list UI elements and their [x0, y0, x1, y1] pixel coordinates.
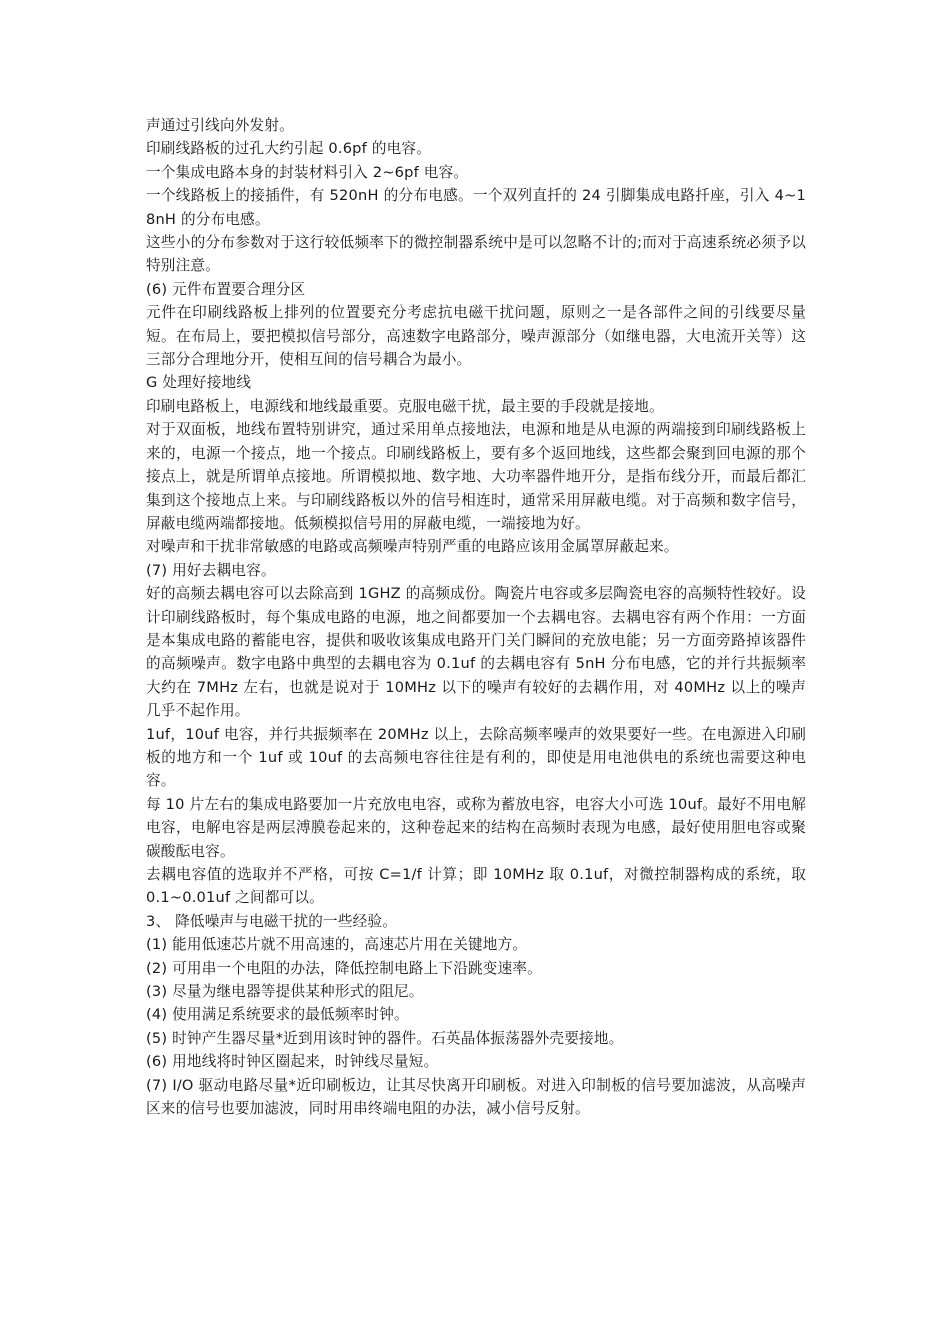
paragraph-2: 印刷线路板的过孔大约引起 0.6pf 的电容。	[146, 140, 431, 158]
paragraph-4: 一个线路板上的接插件，有 520nH 的分布电感。一个双列直扦的 24 引脚集成电路扦座，引入 4~18nH 的分布电感。	[146, 187, 806, 228]
section-heading-7: (7) 用好去耦电容。	[146, 561, 276, 579]
list-item-3: (3) 尽量为继电器等提供某种形式的阻尼。	[146, 983, 424, 1001]
section-heading-6: (6) 元件布置要合理分区	[146, 280, 306, 298]
paragraph-11: 对噪声和干扰非常敏感的电路或高频噪声特别严重的电路应该用金属罩屏蔽起来。	[146, 538, 679, 556]
document-body	[146, 114, 806, 1120]
paragraph-14: 1uf，10uf 电容，并行共振频率在 20MHz 以上，去除高频率噪声的效果要好一些。在电源进入印刷板的地方和一个 1uf 或 10uf 的去高频电容往往是有利的，即使是用电池供电的系统也需要这种电容。	[146, 725, 806, 790]
list-item-4: (4) 使用满足系统要求的最低频率时钟。	[146, 1006, 409, 1024]
section-heading-g: G 处理好接地线	[146, 374, 252, 392]
list-item-5: (5) 时钟产生器尽量*近到用该时钟的器件。石英晶体振荡器外壳要接地。	[146, 1029, 624, 1047]
paragraph-9: 印刷电路板上，电源线和地线最重要。克服电磁干扰，最主要的手段就是接地。	[146, 397, 664, 415]
list-item-1: (1) 能用低速芯片就不用高速的，高速芯片用在关键地方。	[146, 936, 528, 954]
paragraph-15: 每 10 片左右的集成电路要加一片充放电电容，或称为蓄放电容，电容大小可选 10uf。最好不用电解电容，电解电容是两层溥膜卷起来的，这种卷起来的结构在高频时表现为电感，最好使用胆电容或聚碳酸酝电容。	[146, 795, 806, 860]
paragraph-1: 声通过引线向外发射。	[146, 117, 294, 134]
list-item-2: (2) 可用串一个电阻的办法，降低控制电路上下沿跳变速率。	[146, 959, 542, 977]
paragraph-13: 好的高频去耦电容可以去除高到 1GHZ 的高频成份。陶瓷片电容或多层陶瓷电容的高频特性较好。设计印刷线路板时，每个集成电路的电源，地之间都要加一个去耦电容。去耦电容有两个作用：一方面是本集成电路的蓄能电容，提供和吸收该集成电路开门关门瞬间的充放电能；另一方面旁路掉该器件的高频噪声。数字电路中典型的去耦电容为 0.1uf 的去耦电容有 5nH 分布电感，它的并行共振频率大约在 7MHz 左右，也就是说对于 10MHz 以下的噪声有较好的去耦作用，对 40MHz 以上的噪声几乎不起作用。	[146, 585, 806, 720]
paragraph-5: 这些小的分布参数对于这行较低频率下的微控制器系统中是可以忽略不计的;而对于高速系统必须予以特别注意。	[146, 234, 806, 275]
paragraph-3: 一个集成电路本身的封装材料引入 2~6pf 电容。	[146, 163, 469, 181]
list-item-7: (7) I/O 驱动电路尽量*近印刷板边，让其尽快离开印刷板。对进入印制板的信号要加滤波，从高噪声区来的信号也要加滤波，同时用串终端电阻的办法，减小信号反射。	[146, 1076, 806, 1118]
paragraph-16: 去耦电容值的选取并不严格，可按 C=1/f 计算；即 10MHz 取 0.1uf，对微控制器构成的系统，取 0.1~0.01uf 之间都可以。	[146, 866, 806, 907]
paragraph-10: 对于双面板，地线布置特别讲究，通过采用单点接地法，电源和地是从电源的两端接到印刷线路板上来的，电源一个接点，地一个接点。印刷线路板上，要有多个返回地线，这些都会聚到回电源的那个接点上，就是所谓单点接地。所谓模拟地、数字地、大功率器件地开分，是指布线分开，而最后都汇集到这个接地点上来。与印刷线路板以外的信号相连时，通常采用屏蔽电缆。对于高频和数字信号，屏蔽电缆两端都接地。低频模拟信号用的屏蔽电缆，一端接地为好。	[146, 421, 806, 532]
section-heading-3: 3、 降低噪声与电磁干扰的一些经验。	[146, 912, 398, 930]
list-item-6: (6) 用地线将时钟区圈起来，时钟线尽量短。	[146, 1053, 439, 1071]
paragraph-7: 元件在印刷线路板上排列的位置要充分考虑抗电磁干扰问题，原则之一是各部件之间的引线要尽量短。在布局上，要把模拟信号部分，高速数字电路部分，噪声源部分（如继电器，大电流开关等）这三部分合理地分开，使相互间的信号耦合为最小。	[146, 304, 806, 369]
